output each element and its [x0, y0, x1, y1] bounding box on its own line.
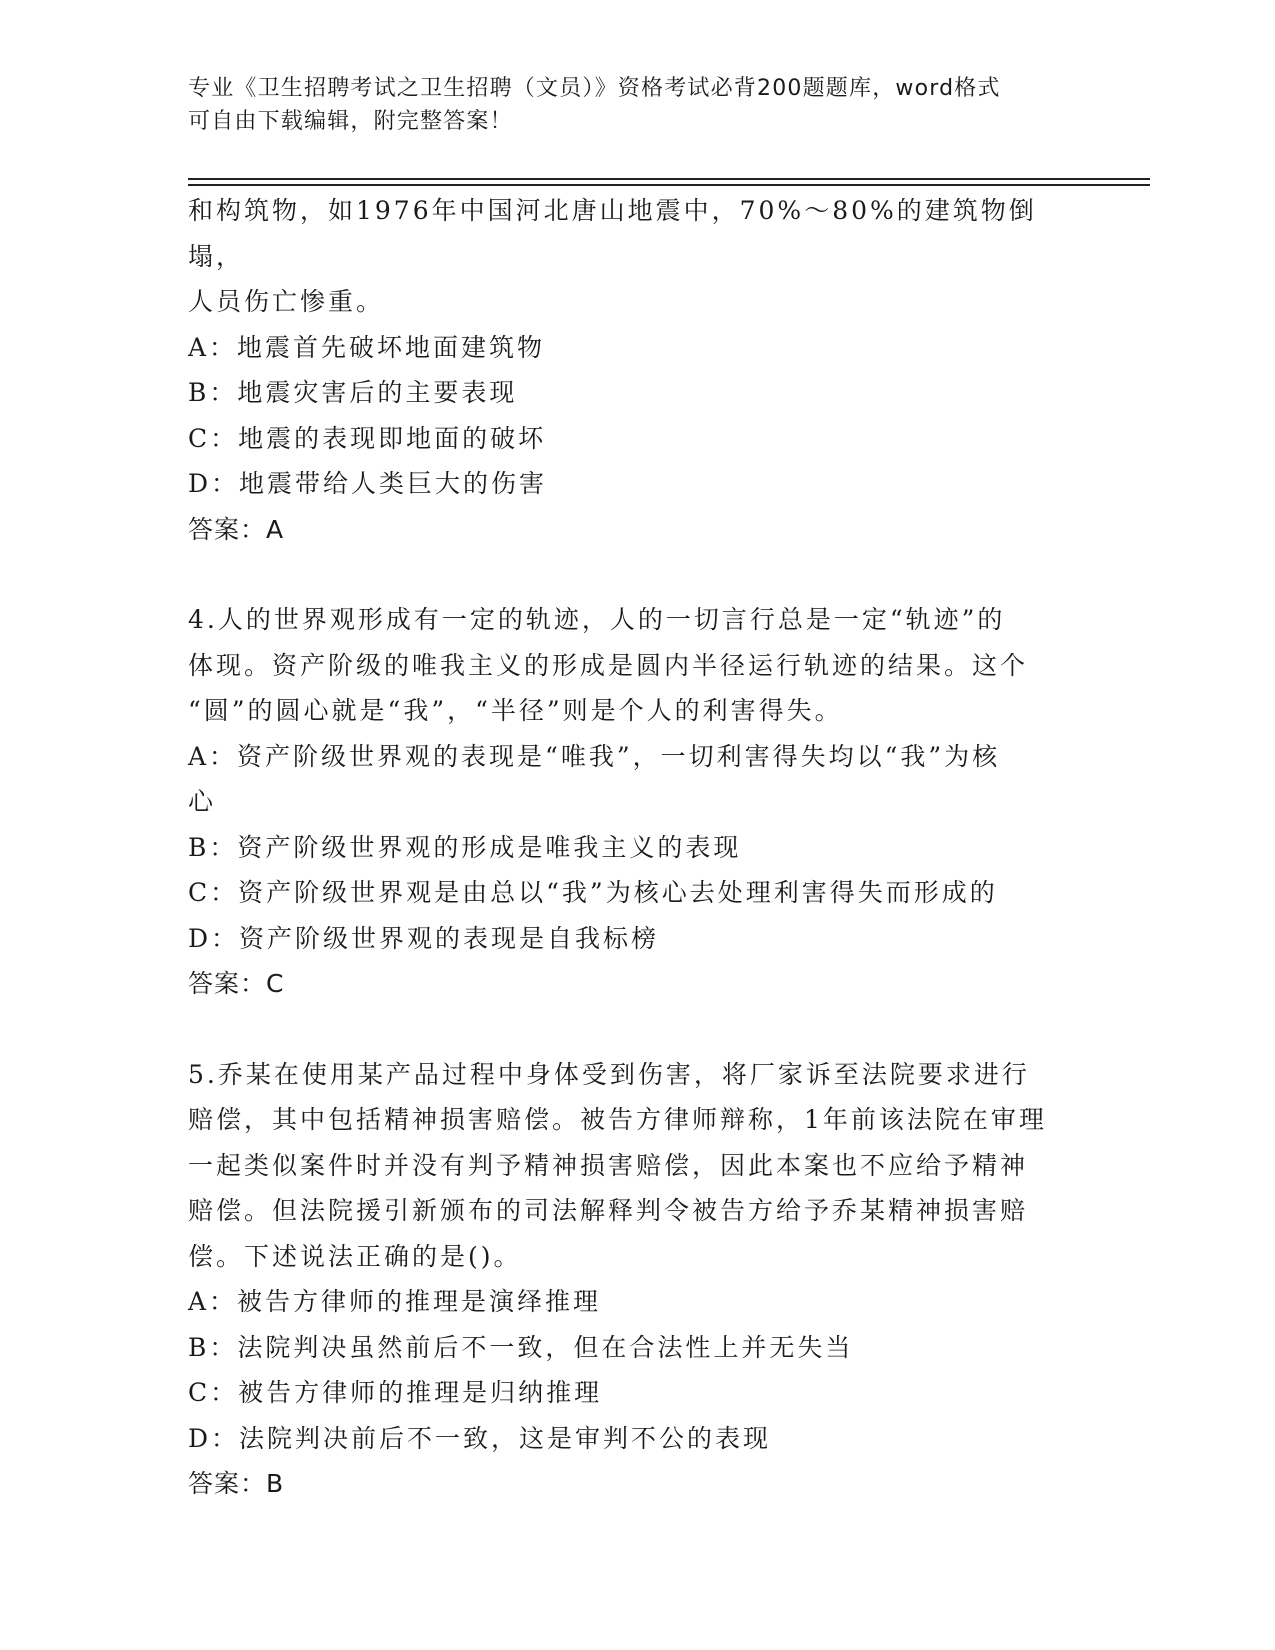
option-b: B：地震灾害后的主要表现 [188, 378, 518, 407]
option-d: D：资产阶级世界观的表现是自我标榜 [188, 923, 660, 953]
question-stem-line: 体现。资产阶级的唯我主义的形成是圆内半径运行轨迹的结果。这个 [188, 650, 1029, 680]
question-stem-line: 5.乔某在使用某产品过程中身体受到伤害，将厂家诉至法院要求进行 [188, 1059, 1030, 1089]
answer: 答案：C [188, 969, 285, 998]
option-a: A：资产阶级世界观的表现是“唯我”，一切利害得失均以“我”为核 [188, 741, 1001, 771]
option-b: B：法院判决虽然前后不一致，但在合法性上并无失当 [188, 1332, 854, 1362]
header-line-2: 可自由下载编辑，附完整答案！ [188, 109, 513, 134]
header-rule-top [188, 178, 1150, 180]
answer: 答案：A [188, 514, 285, 544]
question-3 [188, 188, 1088, 552]
question-stem-line: 人员伤亡惨重。 [188, 287, 385, 316]
question-stem-line: 一起类似案件时并没有判予精神损害赔偿，因此本案也不应给予精神 [188, 1150, 1029, 1180]
question-stem-line: 赔偿。但法院援引新颁布的司法解释判令被告方给予乔某精神损害赔 [188, 1196, 1029, 1225]
header-line-1: 专业《卫生招聘考试之卫生招聘（文员）》资格考试必背200题题库，word格式 [188, 76, 1001, 101]
answer: 答案：B [188, 1469, 285, 1498]
question-5 [188, 1052, 1088, 1507]
option-a-continued: 心 [188, 787, 217, 816]
question-4 [188, 597, 1088, 1007]
question-stem-line: “圆”的圆心就是“我”，“半径”则是个人的利害得失。 [188, 696, 843, 725]
option-a: A：地震首先破坏地面建筑物 [188, 332, 546, 362]
question-stem-line: 4.人的世界观形成有一定的轨迹，人的一切言行总是一定“轨迹”的 [188, 605, 1006, 634]
question-stem-line: 赔偿，其中包括精神损害赔偿。被告方律师辩称，1年前该法院在审理 [188, 1105, 1047, 1134]
header-rule-bottom [188, 184, 1150, 186]
option-c: C：地震的表现即地面的破坏 [188, 423, 547, 453]
question-stem-line: 偿。下述说法正确的是()。 [188, 1241, 522, 1271]
option-c: C：资产阶级世界观是由总以“我”为核心去处理利害得失而形成的 [188, 878, 998, 907]
question-stem-line: 和构筑物，如1976年中国河北唐山地震中，70%～80%的建筑物倒塌， [188, 196, 1037, 271]
question-content [188, 188, 1088, 1507]
document-header [188, 72, 1088, 138]
option-a: A：被告方律师的推理是演绎推理 [188, 1287, 602, 1316]
option-d: D：法院判决前后不一致，这是审判不公的表现 [188, 1423, 772, 1453]
option-b: B：资产阶级世界观的形成是唯我主义的表现 [188, 832, 742, 862]
option-c: C：被告方律师的推理是归纳推理 [188, 1378, 603, 1407]
option-d: D：地震带给人类巨大的伤害 [188, 469, 548, 498]
